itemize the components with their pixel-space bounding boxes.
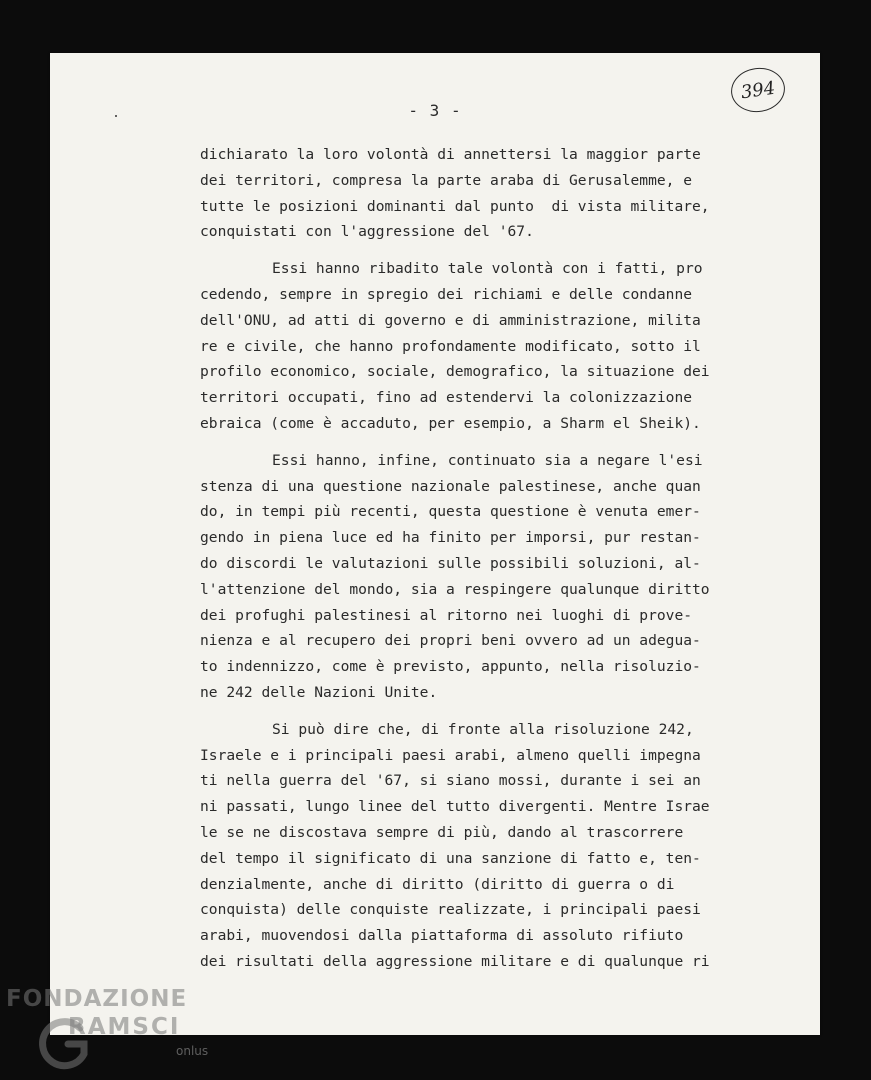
text-line: ebraica (come è accaduto, per esempio, a Sharm el Sheik). [200, 414, 701, 432]
text-line: territori occupati, fino ad estendervi la colonizzazione [200, 389, 693, 407]
text-line: Si può dire che, di fronte alla risoluzione 242, [272, 720, 694, 738]
text-line: dichiarato la loro volontà di annettersi la maggior parte [200, 146, 701, 163]
text-line: to indennizzo, come è previsto, appunto, nella risoluzio- [200, 658, 701, 676]
text-line: gendo in piena luce ed ha finito per imporsi, pur restan- [200, 529, 701, 547]
text-line: le se ne discostava sempre di più, dando al trascorrere [200, 823, 684, 841]
page-number: - 3 - [408, 101, 462, 120]
watermark-line2: RAMSCI [68, 1014, 181, 1040]
text-line: do discordi le valutazioni sulle possibili soluzioni, al- [200, 554, 701, 572]
text-line: ne 242 delle Nazioni Unite. [200, 683, 438, 701]
text-line: arabi, muovendosi dalla piattaforma di assoluto rifiuto [200, 927, 684, 945]
watermark-line1: FONDAZIONE [6, 986, 188, 1012]
text-line: re e civile, che hanno profondamente modificato, sotto il [200, 337, 701, 355]
text-line: cedendo, sempre in spregio dei richiami e delle condanne [200, 285, 693, 303]
text-line: l'attenzione del mondo, sia a respingere qualunque diritto [200, 580, 710, 598]
text-line: do, in tempi più recenti, questa questione è venuta emer- [200, 503, 701, 521]
text-line: ti nella guerra del '67, si siano mossi, durante i sei an [200, 772, 701, 790]
text-line: conquistati con l'aggressione del '67. [200, 223, 534, 241]
text-line: dei profughi palestinesi al ritorno nei luoghi di prove- [200, 606, 693, 624]
text-line: ni passati, lungo linee del tutto divergenti. Mentre Israe [200, 798, 710, 816]
document-body [200, 142, 800, 975]
text-line: profilo economico, sociale, demografico, la situazione dei [200, 363, 710, 381]
text-line: denzialmente, anche di diritto (diritto di guerra o di [200, 875, 675, 893]
text-line: stenza di una questione nazionale palestinese, anche quan [200, 477, 701, 495]
text-line: del tempo il significato di una sanzione di fatto e, ten- [200, 849, 701, 867]
text-line: nienza e al recupero dei propri beni ovvero ad un adegua- [200, 632, 701, 650]
text-line: Essi hanno ribadito tale volontà con i fatti, pro [272, 260, 703, 278]
text-line: conquista) delle conquiste realizzate, i principali paesi [200, 901, 701, 919]
text-line: tutte le posizioni dominanti dal punto di vista militare, [200, 197, 710, 215]
typewritten-sheet [50, 53, 820, 1035]
watermark-suffix: onlus [176, 1044, 209, 1058]
text-line: dei territori, compresa la parte araba di Gerusalemme, e [200, 171, 693, 189]
text-line: dei risultati della aggressione militare e di qualunque ri [200, 952, 710, 970]
text-line: Israele e i principali paesi arabi, almeno quelli impegna [200, 746, 701, 764]
archive-number: 394 [739, 77, 777, 103]
text-line: dell'ONU, ad atti di governo e di amministrazione, milita [200, 311, 701, 329]
text-line: Essi hanno, infine, continuato sia a negare l'esi [272, 451, 703, 469]
